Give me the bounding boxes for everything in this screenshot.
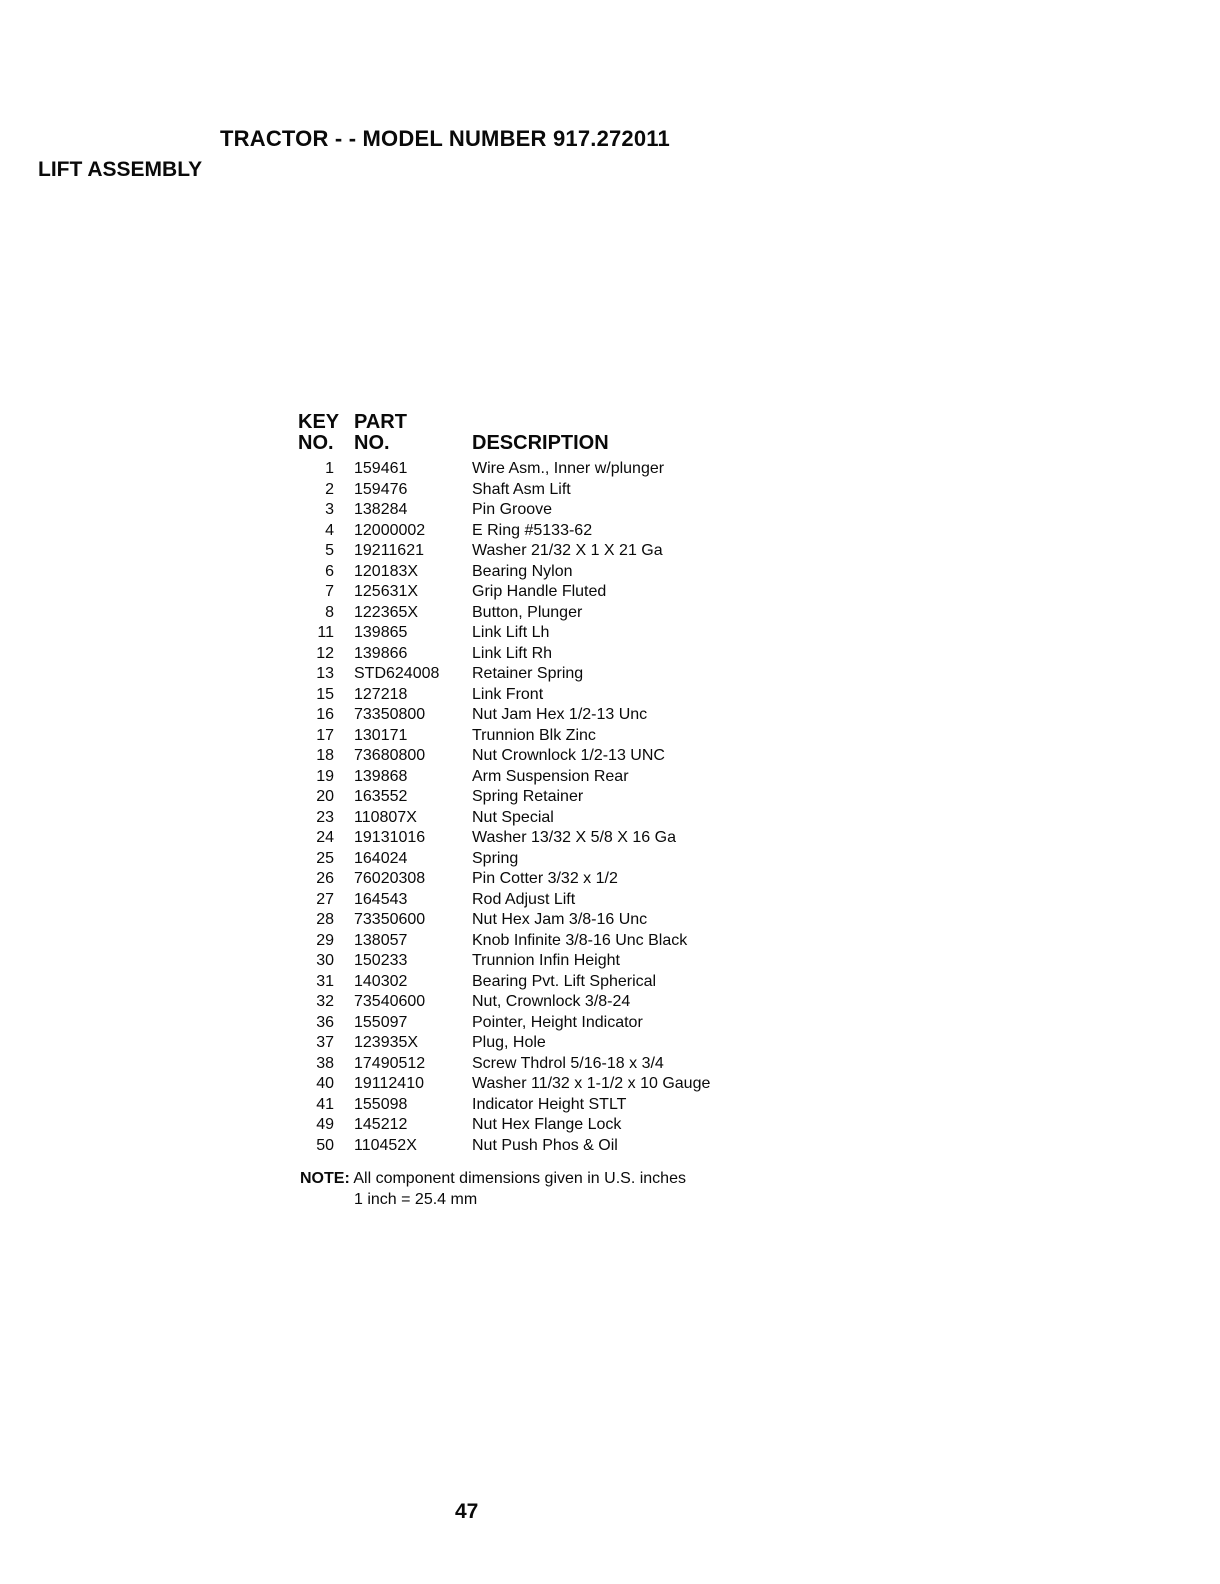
key-number: 7 bbox=[325, 583, 334, 600]
part-description: Retainer Spring bbox=[472, 665, 584, 682]
part-description: Nut Push Phos & Oil bbox=[472, 1136, 618, 1154]
key-number: 17 bbox=[316, 726, 334, 744]
key-number: 32 bbox=[316, 993, 334, 1010]
table-row bbox=[298, 746, 710, 767]
table-row bbox=[298, 644, 710, 665]
table-row bbox=[298, 869, 710, 890]
key-number: 41 bbox=[316, 1095, 334, 1113]
part-description: Link Lift Rh bbox=[472, 644, 553, 662]
part-number: 155097 bbox=[354, 1013, 408, 1031]
part-number: 159461 bbox=[354, 460, 408, 477]
part-description: Nut Special bbox=[472, 808, 554, 826]
parts-table bbox=[298, 412, 710, 1156]
key-number: 25 bbox=[316, 849, 334, 867]
part-number: 138284 bbox=[354, 501, 408, 518]
part-description: Indicator Height STLT bbox=[472, 1095, 627, 1113]
key-number: 36 bbox=[316, 1013, 334, 1031]
key-number: 6 bbox=[325, 562, 334, 580]
table-row bbox=[298, 459, 710, 480]
part-header-line2: NO. bbox=[354, 432, 390, 454]
part-number: 19211621 bbox=[354, 542, 424, 559]
table-row bbox=[298, 480, 710, 501]
table-row bbox=[298, 931, 710, 952]
part-description: Bearing Nylon bbox=[472, 562, 573, 580]
part-description: Wire Asm., Inner w/plunger bbox=[472, 460, 665, 477]
part-number: 155098 bbox=[354, 1095, 408, 1113]
part-description: Arm Suspension Rear bbox=[472, 767, 629, 785]
part-number: 159476 bbox=[354, 480, 408, 498]
key-number: 26 bbox=[316, 870, 334, 887]
table-row bbox=[298, 1013, 710, 1034]
key-number: 29 bbox=[316, 931, 334, 949]
table-row bbox=[298, 1115, 710, 1136]
part-number: 164024 bbox=[354, 849, 408, 867]
page-title: TRACTOR - - MODEL NUMBER 917.272011 bbox=[220, 126, 670, 151]
key-number: 20 bbox=[316, 788, 334, 805]
part-number: 164543 bbox=[354, 890, 408, 908]
key-number: 11 bbox=[317, 624, 334, 641]
part-number: 110452X bbox=[354, 1136, 417, 1154]
table-row bbox=[298, 623, 710, 644]
description-header-spacer bbox=[472, 412, 710, 433]
part-number: 110807X bbox=[354, 808, 417, 826]
table-row bbox=[298, 582, 710, 603]
part-description: Spring Retainer bbox=[472, 788, 584, 805]
part-description: Button, Plunger bbox=[472, 603, 583, 621]
key-number: 30 bbox=[316, 952, 334, 969]
part-description: Spring bbox=[472, 849, 519, 867]
table-row bbox=[298, 1074, 710, 1095]
key-number: 12 bbox=[316, 644, 334, 662]
part-number: 139865 bbox=[354, 624, 408, 641]
part-header-line1: PART bbox=[354, 411, 407, 433]
table-row bbox=[298, 951, 710, 972]
part-description: Pointer, Height Indicator bbox=[472, 1013, 643, 1031]
part-description: Washer 21/32 X 1 X 21 Ga bbox=[472, 542, 663, 559]
part-number: 19131016 bbox=[354, 829, 426, 846]
part-description: Washer 13/32 X 5/8 X 16 Ga bbox=[472, 829, 676, 846]
part-description: Trunnion Infin Height bbox=[472, 952, 620, 969]
part-description: Pin Cotter 3/32 x 1/2 bbox=[472, 870, 618, 887]
table-row bbox=[298, 1054, 710, 1075]
key-number: 37 bbox=[316, 1034, 334, 1051]
part-description: Shaft Asm Lift bbox=[472, 480, 571, 498]
table-row bbox=[298, 767, 710, 788]
table-row bbox=[298, 992, 710, 1013]
note bbox=[300, 1168, 686, 1210]
table-row bbox=[298, 972, 710, 993]
part-description: Link Front bbox=[472, 685, 544, 703]
part-number: 123935X bbox=[354, 1034, 419, 1051]
part-description: Nut Hex Flange Lock bbox=[472, 1116, 622, 1133]
key-number: 16 bbox=[316, 706, 334, 723]
part-number: 138057 bbox=[354, 931, 408, 949]
key-number: 18 bbox=[316, 747, 334, 764]
part-description: Plug, Hole bbox=[472, 1034, 546, 1051]
part-number: 150233 bbox=[354, 952, 408, 969]
part-description: Washer 11/32 x 1-1/2 x 10 Gauge bbox=[472, 1075, 711, 1092]
table-row bbox=[298, 787, 710, 808]
table-row bbox=[298, 890, 710, 911]
table-row bbox=[298, 603, 710, 624]
key-number: 13 bbox=[316, 665, 334, 682]
table-row bbox=[298, 1033, 710, 1054]
part-number: 73350800 bbox=[354, 706, 426, 723]
key-number: 1 bbox=[325, 460, 334, 477]
part-description: Bearing Pvt. Lift Spherical bbox=[472, 972, 657, 990]
table-row bbox=[298, 685, 710, 706]
key-number: 8 bbox=[325, 603, 334, 621]
description-header: DESCRIPTION bbox=[472, 432, 609, 454]
table-row bbox=[298, 705, 710, 726]
part-description: Rod Adjust Lift bbox=[472, 890, 576, 908]
key-number: 23 bbox=[316, 808, 334, 826]
part-description: Knob Infinite 3/8-16 Unc Black bbox=[472, 931, 688, 949]
key-number: 4 bbox=[325, 521, 334, 539]
key-number: 28 bbox=[316, 911, 334, 928]
key-number: 38 bbox=[316, 1054, 334, 1072]
table-row bbox=[298, 726, 710, 747]
part-number: 122365X bbox=[354, 603, 419, 621]
table-row bbox=[298, 664, 710, 685]
part-number: 139868 bbox=[354, 767, 408, 785]
table-row bbox=[298, 562, 710, 583]
table-row bbox=[298, 521, 710, 542]
key-number: 31 bbox=[316, 972, 334, 990]
key-number: 24 bbox=[316, 829, 334, 846]
part-description: Link Lift Lh bbox=[472, 624, 550, 641]
part-number: 145212 bbox=[354, 1116, 408, 1133]
part-description: Nut Hex Jam 3/8-16 Unc bbox=[472, 911, 648, 928]
part-number: 19112410 bbox=[354, 1075, 424, 1092]
part-number: 140302 bbox=[354, 972, 408, 990]
part-description: Nut Jam Hex 1/2-13 Unc bbox=[472, 706, 648, 723]
part-number: 76020308 bbox=[354, 870, 426, 887]
key-number: 49 bbox=[316, 1116, 334, 1133]
header-row bbox=[298, 412, 710, 433]
part-description: Trunnion Blk Zinc bbox=[472, 726, 596, 744]
part-description: E Ring #5133-62 bbox=[472, 521, 593, 539]
part-description: Nut, Crownlock 3/8-24 bbox=[472, 993, 631, 1010]
part-number: 12000002 bbox=[354, 521, 426, 539]
table-row bbox=[298, 808, 710, 829]
key-header-line1: KEY bbox=[298, 411, 340, 433]
part-number: 127218 bbox=[354, 685, 408, 703]
part-number: STD624008 bbox=[354, 665, 440, 682]
part-number: 130171 bbox=[354, 726, 408, 744]
part-number: 73680800 bbox=[354, 747, 426, 764]
table-row bbox=[298, 910, 710, 931]
key-header-line2: NO. bbox=[298, 432, 334, 454]
header-row bbox=[298, 433, 710, 459]
part-description: Pin Groove bbox=[472, 501, 553, 518]
page-number: 47 bbox=[455, 1500, 479, 1523]
part-number: 17490512 bbox=[354, 1054, 426, 1072]
part-number: 139866 bbox=[354, 644, 408, 662]
key-number: 15 bbox=[316, 685, 334, 703]
key-number: 40 bbox=[316, 1075, 334, 1092]
note-line2: 1 inch = 25.4 mm bbox=[354, 1191, 478, 1208]
part-number: 120183X bbox=[354, 562, 419, 580]
part-description: Screw Thdrol 5/16-18 x 3/4 bbox=[472, 1054, 664, 1072]
note-label: NOTE: bbox=[300, 1170, 350, 1187]
key-number: 50 bbox=[316, 1136, 334, 1154]
table-row bbox=[298, 1136, 710, 1157]
key-number: 27 bbox=[316, 890, 334, 908]
table-row bbox=[298, 1095, 710, 1116]
parts-table-body bbox=[298, 459, 710, 1156]
key-number: 19 bbox=[316, 767, 334, 785]
note-line1: All component dimensions given in U.S. inches bbox=[353, 1170, 686, 1187]
part-number: 73540600 bbox=[354, 993, 426, 1010]
table-row bbox=[298, 500, 710, 521]
table-row bbox=[298, 828, 710, 849]
part-number: 125631X bbox=[354, 583, 419, 600]
table-row bbox=[298, 541, 710, 562]
table-row bbox=[298, 849, 710, 870]
key-number: 5 bbox=[325, 542, 334, 559]
part-description: Grip Handle Fluted bbox=[472, 583, 607, 600]
part-number: 73350600 bbox=[354, 911, 426, 928]
key-number: 3 bbox=[325, 501, 334, 518]
section-title: LIFT ASSEMBLY bbox=[38, 158, 203, 181]
part-description: Nut Crownlock 1/2-13 UNC bbox=[472, 747, 665, 764]
part-number: 163552 bbox=[354, 788, 408, 805]
key-number: 2 bbox=[325, 480, 334, 498]
